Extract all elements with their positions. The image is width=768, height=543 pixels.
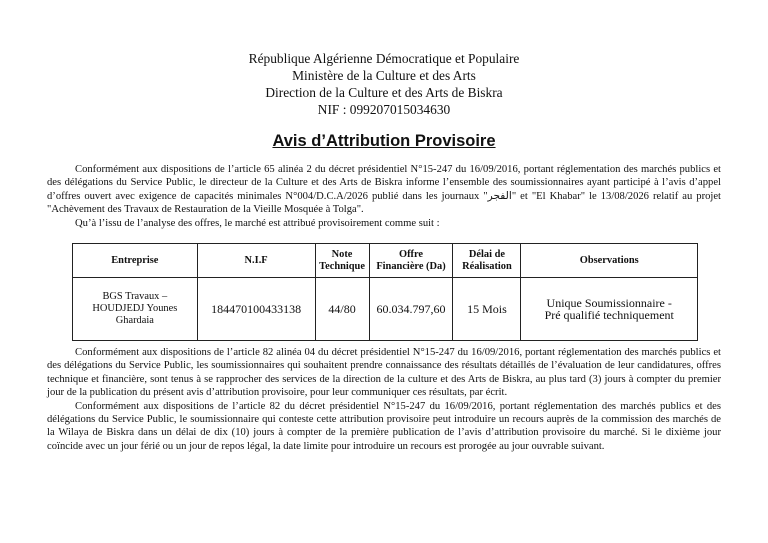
cell-entreprise: BGS Travaux – HOUDJEDJ Younes Ghardaia: [73, 278, 198, 341]
cell-delai: 15 Mois: [453, 278, 521, 341]
closing-paragraph-results: Conformément aux dispositions de l’article 82 alinéa 04 du décret présidentiel N°15-247 du 16/09/2016, portant réglementation des marchés publics et des délégations du Service Public, les soumissionnaires qui souhaitent prendre connaissance des résultats détaillés de l’évaluation de leur candidatures, offres technique et financière, sont tenus à se rapprocher des services de la direction de la culture et des Arts de Biskra, au plus tard (3) jours à compter du premier jour de la publication du présent avis d’attribution provisoire, pour leur communiquer ces résultats, par écrit.: [47, 347, 721, 399]
header-delai: Délai de Réalisation: [453, 244, 521, 278]
header-republic: République Algérienne Démocratique et Populaire: [248, 51, 520, 66]
header-observations: Observations: [521, 244, 698, 278]
closing-section: [47, 346, 721, 453]
header-entreprise: Entreprise: [73, 244, 198, 278]
header-offre: Offre Financière (Da): [369, 244, 453, 278]
document-header: [0, 50, 768, 118]
award-table: [72, 243, 698, 341]
header-nif: NIF : 099207015034630: [317, 102, 451, 117]
table-row: [73, 278, 698, 341]
cell-note: 44/80: [315, 278, 369, 341]
intro-paragraph: Conformément aux dispositions de l’article 65 alinéa 2 du décret présidentiel N°15-247 du 16/09/2016, portant réglementation des marchés publics et des délégations du Service Public, le directeur de la Culture et des Arts de Biskra informe l’ensemble des soumissionnaires ayant participé à l’avis d’appel d’offres ouvert avec exigence de capacités minimales N°004/D.C.A/2026 publié dans les journaux "الفجر" et "El Khabar" le 13/08/2026 relatif au projet "Achèvement des Travaux de Restauration de la Vieille Mosquée à Tolga".: [47, 164, 721, 216]
header-note: Note Technique: [315, 244, 369, 278]
cell-observations: Unique Soumissionnaire - Pré qualifié techniquement: [521, 278, 698, 341]
document-title: Avis d’Attribution Provisoire: [272, 132, 496, 150]
table-header-row: [73, 244, 698, 278]
intro-conclusion: Qu’à l’issu de l’analyse des offres, le marché est attribué provisoirement comme suit :: [75, 217, 440, 229]
cell-nif: 184470100433138: [197, 278, 315, 341]
header-nif: N.I.F: [197, 244, 315, 278]
header-direction: Direction de la Culture et des Arts de Biskra: [265, 85, 503, 100]
closing-paragraph-recourse: Conformément aux dispositions de l’article 82 du décret présidentiel N°15-247 du 16/09/2016, portant réglementation des marchés publics et des délégations du Service Public, le soumissionnaire qui conteste cette attribution provisoire peut introduire un recours auprès de la commission des marchés de la Wilaya de Biskra dans un délai de dix (10) jours à compter de la première publication de l’avis d’attribution provisoire du marché. Si le dixième jour coïncide avec un jour férié ou un jour de repos légal, la date limite pour introduire un recours est prorogée au jour ouvrable suivant.: [47, 400, 721, 452]
header-ministry: Ministère de la Culture et des Arts: [292, 68, 476, 83]
intro-section: [47, 163, 721, 230]
cell-offre: 60.034.797,60: [369, 278, 453, 341]
